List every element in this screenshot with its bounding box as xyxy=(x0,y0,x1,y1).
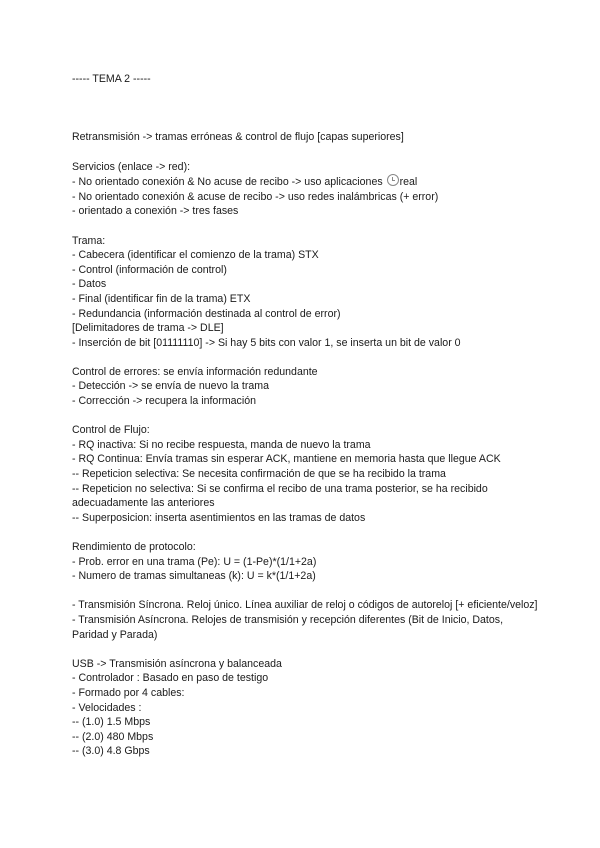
spacer xyxy=(72,584,542,599)
flujo-item: -- Repeticion no selectiva: Si se confirma el recibo de una trama posterior, se ha recibido adecuadamente las anteriores xyxy=(72,482,488,510)
usb-heading: USB -> Transmisión asíncrona y balanceada xyxy=(72,657,282,670)
trama-item: - Inserción de bit [01111110] -> Si hay 5 bits con valor 1, se inserta un bit de valor 0 xyxy=(72,336,461,349)
document-title: ----- TEMA 2 ----- xyxy=(72,73,151,85)
trama-heading: Trama: xyxy=(72,234,106,247)
usb-item: - Controlador : Basado en paso de testigo xyxy=(72,672,269,685)
rendimiento-item: - Numero de tramas simultaneas (k): U = k*(1/1+2a) xyxy=(72,570,316,583)
usb-item: - Formado por 4 cables: xyxy=(72,686,185,699)
errores-item: - Corrección -> recupera la información xyxy=(72,395,256,408)
trama-item: [Delimitadores de trama -> DLE] xyxy=(72,322,224,335)
transmision-asincrona: - Transmisión Asíncrona. Relojes de transmisión y recepción diferentes (Bit de Inicio, Datos, Paridad y Parada) xyxy=(72,613,504,641)
spacer xyxy=(72,350,542,365)
spacer xyxy=(72,145,542,160)
clock-icon xyxy=(387,174,399,186)
servicios-item: - orientado a conexión -> tres fases xyxy=(72,205,239,218)
rendimiento-heading: Rendimiento de protocolo: xyxy=(72,541,196,553)
flujo-item: -- Repeticion selectiva: Se necesita confirmación de que se ha recibido la trama xyxy=(72,468,446,481)
intro-line: Retransmisión -> tramas erróneas & control de flujo [capas superiores] xyxy=(72,131,404,144)
transmision-sincrona: - Transmisión Síncrona. Reloj único. Línea auxiliar de reloj o códigos de autoreloj [+ eficiente/veloz] xyxy=(72,599,538,612)
usb-item: - Velocidades : xyxy=(72,701,142,714)
spacer xyxy=(72,525,542,540)
servicios-item-text: - No orientado conexión & No acuse de recibo -> uso aplicaciones xyxy=(72,176,386,189)
errores-item: - Detección -> se envía de nuevo la trama xyxy=(72,380,269,393)
spacer xyxy=(72,101,542,116)
flujo-item: - RQ inactiva: Si no recibe respuesta, manda de nuevo la trama xyxy=(72,438,371,451)
trama-item: - Datos xyxy=(72,278,107,291)
spacer xyxy=(72,409,542,424)
spacer xyxy=(72,219,542,234)
rendimiento-item: - Prob. error en una trama (Pe): U = (1-Pe)*(1/1+2a) xyxy=(72,555,317,568)
usb-item: -- (2.0) 480 Mbps xyxy=(72,730,154,743)
trama-item: - Cabecera (identificar el comienzo de la trama) STX xyxy=(72,249,319,262)
trama-item: - Redundancia (información destinada al control de error) xyxy=(72,307,341,320)
flujo-heading: Control de Flujo: xyxy=(72,424,150,437)
servicios-item: - No orientado conexión & acuse de recibo -> uso redes inalámbricas (+ error) xyxy=(72,190,439,203)
spacer xyxy=(72,116,542,131)
servicios-item xyxy=(72,174,542,190)
servicios-heading: Servicios (enlace -> red): xyxy=(72,160,191,173)
trama-item: - Control (información de control) xyxy=(72,263,227,276)
spacer xyxy=(72,642,542,657)
flujo-item: -- Superposicion: inserta asentimientos en las tramas de datos xyxy=(72,511,366,524)
usb-item: -- (1.0) 1.5 Mbps xyxy=(72,716,151,729)
errores-heading: Control de errores: se envía información redundante xyxy=(72,365,318,378)
spacer xyxy=(72,87,542,102)
usb-item: -- (3.0) 4.8 Gbps xyxy=(72,745,150,758)
servicios-item-text: real xyxy=(399,176,418,189)
flujo-item: - RQ Continua: Envía tramas sin esperar ACK, mantiene en memoria hasta que llegue ACK xyxy=(72,453,501,466)
document-page xyxy=(72,72,542,759)
trama-item: - Final (identificar fin de la trama) ETX xyxy=(72,292,251,305)
